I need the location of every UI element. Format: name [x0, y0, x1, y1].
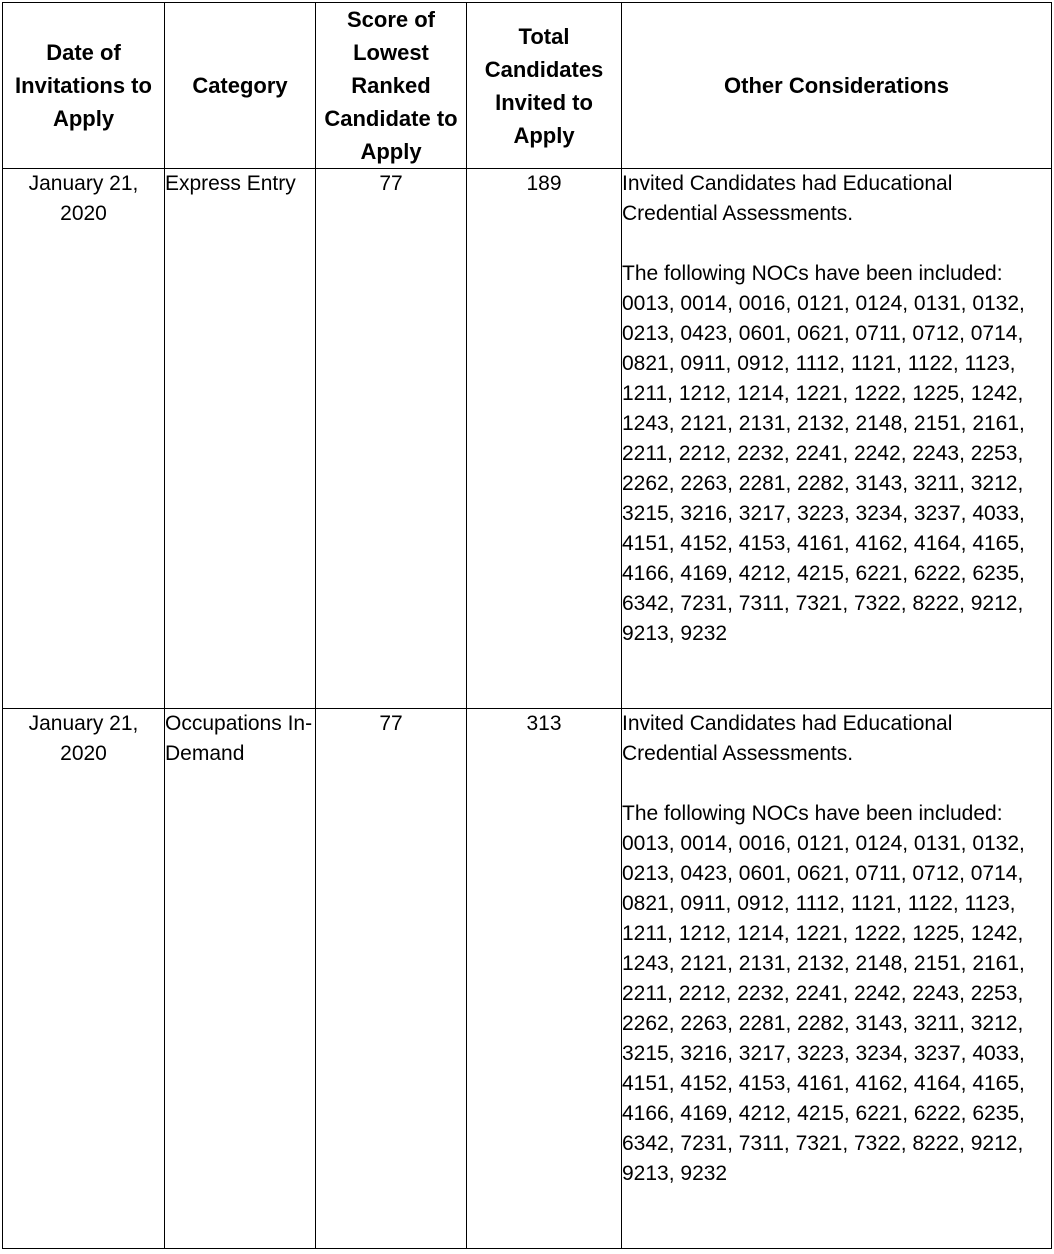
- cell-category: Occupations In-Demand: [165, 709, 316, 1249]
- nocs-list: 0013, 0014, 0016, 0121, 0124, 0131, 0132, 0213, 0423, 0601, 0621, 0711, 0712, 0714, 0821, 0911, 0912, 1112, 1121, 1122, 1123, 1211, 1212, 1214, 1221, 1222, 1225, 1242, 1243, 2121, 2131, 2132, 2148, 2151, 2161, 2211, 2212, 2232, 2241, 2242, 2243, 2253, 2262, 2263, 2281, 2282, 3143, 3211, 3212, 3215, 3216, 3217, 3223, 3234, 3237, 4033, 4151, 4152, 4153, 4161, 4162, 4164, 4165, 4166, 4169, 4212, 4215, 6221, 6222, 6235, 6342, 7231, 7311, 7321, 7322, 8222, 9212, 9213, 9232: [622, 832, 1025, 1185]
- cell-date: January 21, 2020: [3, 709, 165, 1249]
- paragraph-gap: [622, 229, 1051, 259]
- cell-total: 313: [467, 709, 622, 1249]
- header-date: Date of Invitations to Apply: [3, 3, 165, 169]
- nocs-list: 0013, 0014, 0016, 0121, 0124, 0131, 0132, 0213, 0423, 0601, 0621, 0711, 0712, 0714, 0821, 0911, 0912, 1112, 1121, 1122, 1123, 1211, 1212, 1214, 1221, 1222, 1225, 1242, 1243, 2121, 2131, 2132, 2148, 2151, 2161, 2211, 2212, 2232, 2241, 2242, 2243, 2253, 2262, 2263, 2281, 2282, 3143, 3211, 3212, 3215, 3216, 3217, 3223, 3234, 3237, 4033, 4151, 4152, 4153, 4161, 4162, 4164, 4165, 4166, 4169, 4212, 4215, 6221, 6222, 6235, 6342, 7231, 7311, 7321, 7322, 8222, 9212, 9213, 9232: [622, 292, 1025, 645]
- header-category: Category: [165, 3, 316, 169]
- header-score: Score of Lowest Ranked Candidate to Apply: [316, 3, 467, 169]
- eca-note: Invited Candidates had Educational Credential Assessments.: [622, 172, 953, 225]
- cell-other-considerations: [622, 709, 1052, 1249]
- cell-other-considerations: [622, 169, 1052, 709]
- table-row: [3, 709, 1052, 1249]
- cell-total: 189: [467, 169, 622, 709]
- header-total: Total Candidates Invited to Apply: [467, 3, 622, 169]
- nocs-intro: The following NOCs have been included:: [622, 262, 1003, 285]
- cell-date: January 21, 2020: [3, 169, 165, 709]
- eca-note: Invited Candidates had Educational Credential Assessments.: [622, 712, 953, 765]
- cell-score: 77: [316, 169, 467, 709]
- table-row: [3, 169, 1052, 709]
- cell-score: 77: [316, 709, 467, 1249]
- cell-category: Express Entry: [165, 169, 316, 709]
- draw-results-table: [2, 2, 1052, 1249]
- paragraph-gap: [622, 769, 1051, 799]
- table-header-row: [3, 3, 1052, 169]
- header-other-considerations: Other Considerations: [622, 3, 1052, 169]
- nocs-intro: The following NOCs have been included:: [622, 802, 1003, 825]
